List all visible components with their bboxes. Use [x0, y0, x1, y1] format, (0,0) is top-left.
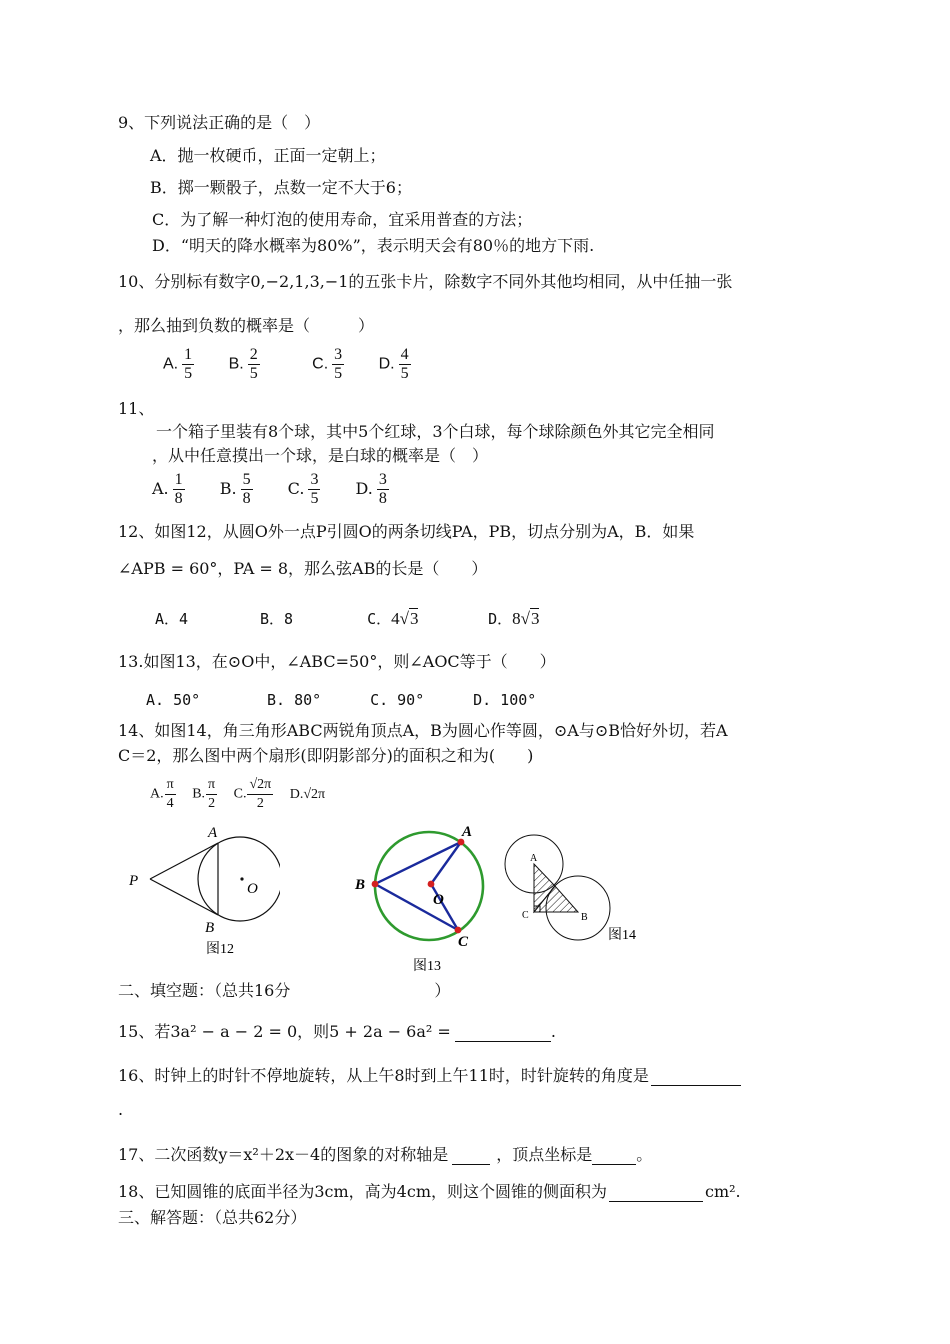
- section-3-heading: 三、解答题：（总共62分）: [118, 1208, 307, 1227]
- q16-stem: 16、时钟上的时针不停地旋转，从上午8时到上午11时，时针旋转的角度是: [118, 1066, 649, 1085]
- q13-option-a: A. 50°: [146, 691, 201, 709]
- q16-answer-blank[interactable]: [651, 1069, 741, 1086]
- q14-option-a: A. $\frac{\pi}{4}$: [150, 777, 174, 811]
- fig12-tangent-pa: [150, 843, 218, 879]
- q13-option-b: B. 80°: [267, 691, 322, 709]
- q16-end: .: [118, 1100, 124, 1119]
- q11-option-d: D. $\frac{3}{8}$: [355, 471, 387, 507]
- q10-option-d: D. $\frac{4}{5}$: [378, 346, 409, 382]
- q10-stem-line1: 10、分别标有数字0,−2,1,3,−1的五张卡片，除数字不同外其他均相同，从中任抽一张: [118, 272, 733, 291]
- fig13-label-a: A: [462, 824, 473, 840]
- figure-13: [350, 820, 500, 978]
- fig12-label-a: A: [208, 825, 218, 841]
- q14-stem-line1: 14、如图14，角三角形ABC两锐角顶点A，B为圆心作等圆，⊙A与⊙B恰好外切，若A: [118, 721, 728, 740]
- fig13-line-ba: [375, 842, 461, 884]
- fig14-caption: 图14: [608, 928, 636, 943]
- fig12-caption: 图12: [206, 942, 234, 957]
- q10-stem-line2: ，那么抽到负数的概率是（ ）: [118, 316, 375, 335]
- figure-14: [500, 830, 660, 950]
- q18-stem: 18、已知圆锥的底面半径为3cm，高为4cm，则这个圆锥的侧面积为: [118, 1182, 607, 1201]
- q11-stem-line1: 一个箱子里装有8个球，其中5个红球，3个白球，每个球除颜色外其它完全相同: [156, 422, 715, 441]
- q12-stem-line1: 12、如图12，从圆O外一点P引圆O的两条切线PA，PB，切点分别为A，B．如果: [118, 522, 695, 541]
- q14-options: [150, 776, 325, 813]
- fig13-point-c: [455, 927, 462, 934]
- q14-option-d: D.√2π: [289, 786, 326, 802]
- figure-12: [120, 822, 280, 962]
- q13-options: [146, 690, 536, 710]
- q9-stem: 9、下列说法正确的是（ ）: [118, 113, 321, 132]
- fig13-point-b: [372, 881, 379, 888]
- q15-answer-blank[interactable]: [455, 1025, 551, 1042]
- q17: 17、二次函数y＝x²＋2x－4的图象的对称轴是 ，顶点坐标是 。: [118, 1145, 653, 1164]
- q9-option-c: C．为了解一种灯泡的使用寿命，宜采用普查的方法；: [152, 210, 533, 229]
- section-2-heading: 二、填空题：（总共16分 ）: [118, 981, 451, 1000]
- fig12-tangent-pb: [150, 879, 218, 915]
- q18: 18、已知圆锥的底面半径为3cm，高为4cm，则这个圆锥的侧面积为 cm².: [118, 1182, 741, 1201]
- fig14-label-a: A: [530, 853, 538, 864]
- q13-option-d: D. 100°: [473, 691, 537, 709]
- q10-option-c: C. $\frac{3}{5}$: [312, 346, 343, 382]
- q12-option-c: C．4√3: [367, 609, 419, 628]
- q14-option-b: B. $\frac{\pi}{2}$: [192, 777, 216, 811]
- q12-option-a: A．4: [155, 610, 189, 628]
- q12-stem-line2: ∠APB = 60°，PA = 8，那么弦AB的长是（ ）: [118, 559, 488, 578]
- q11-option-b: B. $\frac{5}{8}$: [219, 471, 251, 507]
- q11-stem-line2: ，从中任意摸出一个球，是白球的概率是（ ）: [152, 446, 489, 465]
- fig12-label-o: O: [247, 881, 258, 897]
- fig12-label-p: P: [129, 873, 139, 889]
- q9-option-b: B．掷一颗骰子，点数一定不大于6；: [150, 178, 412, 197]
- q12-option-b: B．8: [260, 610, 294, 628]
- q12-options: [155, 609, 539, 629]
- fig14-label-c: C: [522, 910, 529, 921]
- q17-vertex-blank[interactable]: [592, 1148, 636, 1165]
- fig13-caption: 图13: [413, 959, 441, 974]
- q14-stem-line2: C＝2，那么图中两个扇形(即阴影部分)的面积之和为( ): [118, 746, 534, 765]
- fig12-center-dot: [240, 877, 243, 880]
- fig13-label-b: B: [355, 877, 366, 893]
- fig14-label-b: B: [581, 912, 588, 923]
- q18-answer-blank[interactable]: [609, 1185, 703, 1202]
- q10-option-a: A. $\frac{1}{5}$: [163, 346, 193, 382]
- q9-option-a: A．抛一枚硬币，正面一定朝上；: [150, 146, 386, 165]
- q13-option-c: C. 90°: [370, 691, 425, 709]
- q17-axis-blank[interactable]: [452, 1148, 490, 1165]
- q15-stem: 15、若3a² − a − 2 = 0，则5 + 2a − 6a² =: [118, 1022, 451, 1041]
- q10-option-b: B. $\frac{2}{5}$: [228, 346, 258, 382]
- q16: [118, 1066, 741, 1086]
- q17-stem: 17、二次函数y＝x²＋2x－4的图象的对称轴是: [118, 1145, 449, 1164]
- q10-options: [163, 346, 441, 383]
- fig12-label-b: B: [205, 920, 215, 936]
- q13-stem: 13.如图13，在⊙O中，∠ABC=50°，则∠AOC等于（ ）: [118, 652, 556, 671]
- q11-option-a: A. $\frac{1}{8}$: [152, 471, 183, 507]
- q12-option-d: D．8√3: [488, 609, 540, 628]
- q11-options: [152, 471, 419, 508]
- q14-option-c: C. $\frac{√2\pi}{2}$: [233, 777, 272, 811]
- fig13-label-c: C: [458, 934, 469, 950]
- q15: 15、若3a² − a − 2 = 0，则5 + 2a − 6a² = .: [118, 1022, 556, 1041]
- q11-option-c: C. $\frac{3}{5}$: [287, 471, 319, 507]
- fig13-point-o: [428, 881, 435, 888]
- q9-option-d: D．“明天的降水概率为80%”，表示明天会有80％的地方下雨.: [152, 236, 595, 255]
- q11-number: 11、: [118, 399, 155, 418]
- fig12-circle: [198, 837, 280, 921]
- fig13-label-o: O: [433, 892, 444, 908]
